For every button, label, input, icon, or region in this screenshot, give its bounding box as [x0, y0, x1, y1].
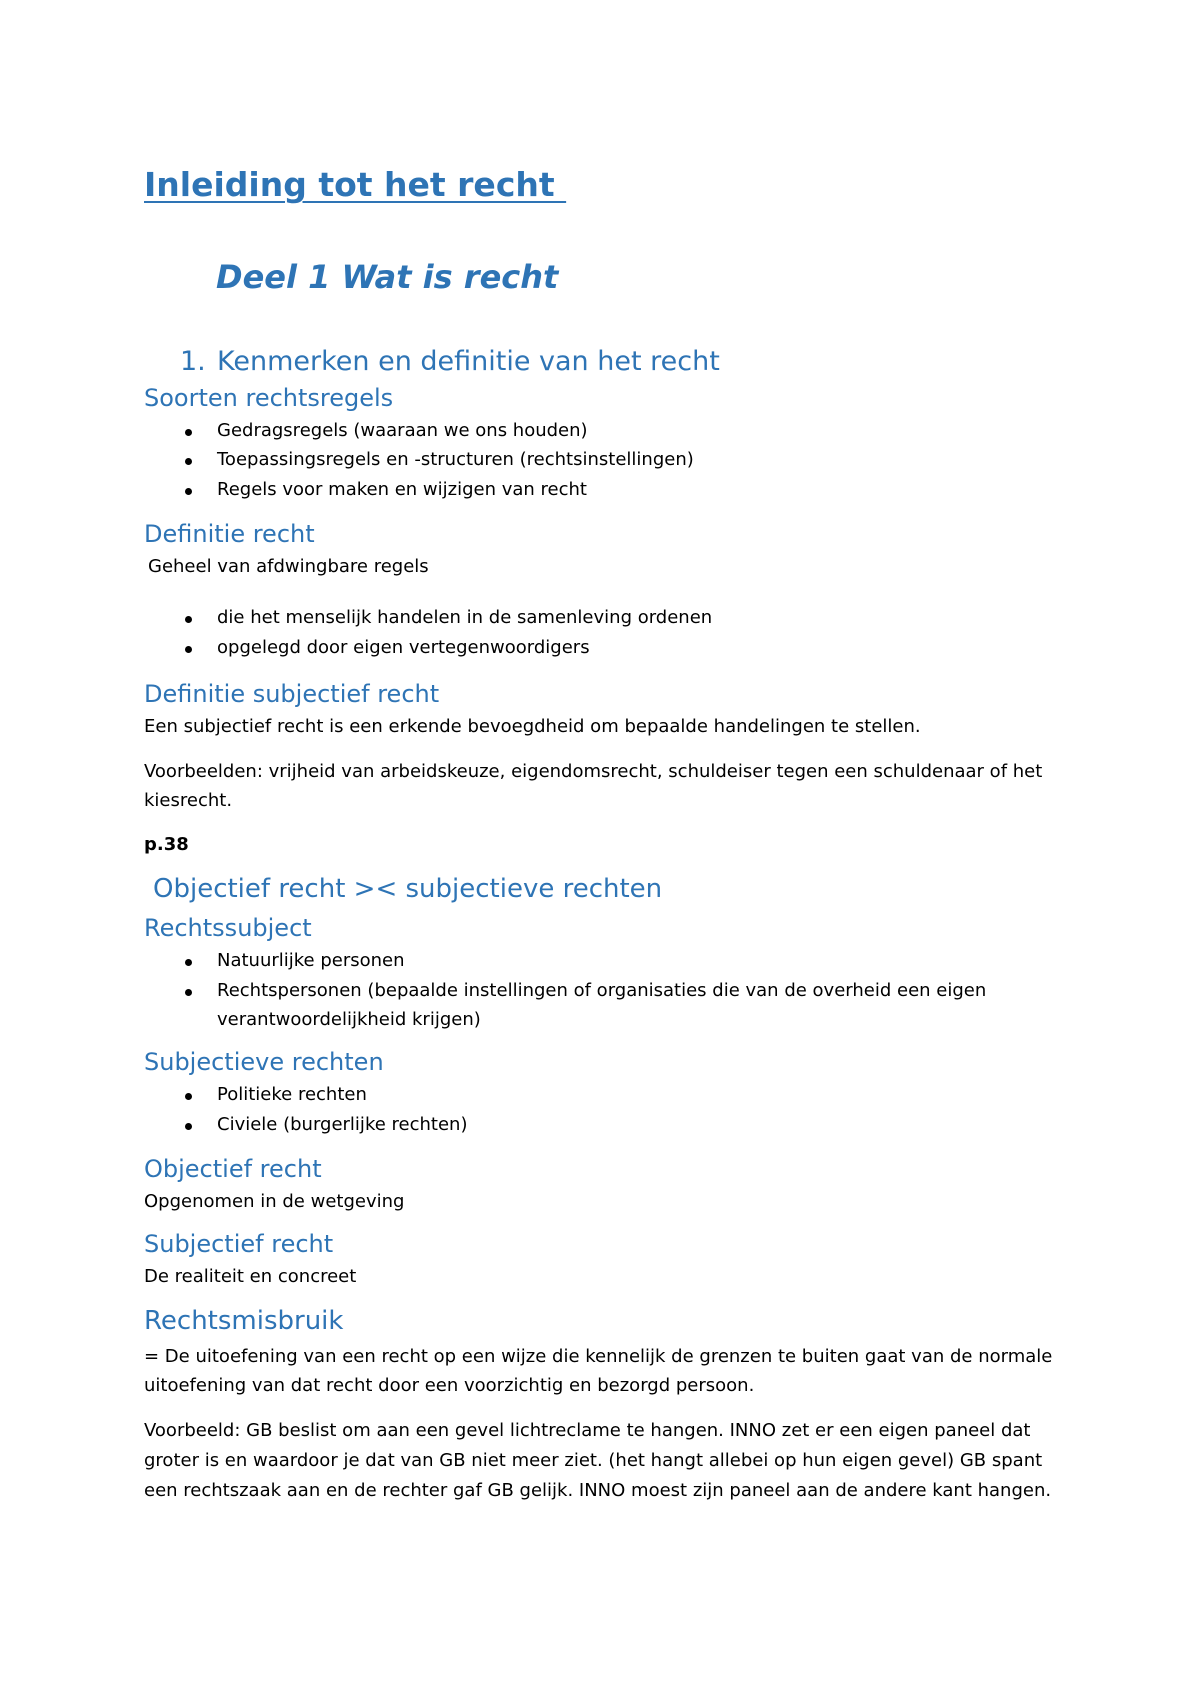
- bullet-icon: [185, 429, 192, 436]
- bullet-icon: [185, 616, 192, 623]
- paragraph-line: Voorbeeld: GB beslist om aan een gevel lichtreclame te hangen. INNO zet er een eigen paneel dat: [144, 1420, 1031, 1441]
- section-number: 1.: [180, 346, 206, 377]
- bullet-icon: [185, 1093, 192, 1100]
- list-item: Rechtspersonen (bepaalde instellingen of organisaties die van de overheid een eigen: [217, 980, 987, 1001]
- heading-definitie-subjectief-recht: Definitie subjectief recht: [144, 680, 440, 708]
- list-item-continuation: verantwoordelijkheid krijgen): [217, 1009, 481, 1030]
- bullet-icon: [185, 1123, 192, 1130]
- heading-definitie-recht: Definitie recht: [144, 520, 315, 548]
- paragraph: Opgenomen in de wetgeving: [144, 1191, 405, 1212]
- definition-text: Geheel van afdwingbare regels: [148, 556, 429, 577]
- document-title: Inleiding tot het recht: [144, 165, 567, 204]
- paragraph-line: = De uitoefening van een recht op een wijze die kennelijk de grenzen te buiten gaat van de normale: [144, 1346, 1053, 1367]
- heading-objectief-vs-subjectief: Objectief recht >< subjectieve rechten: [153, 874, 663, 904]
- bullet-icon: [185, 989, 192, 996]
- heading-rechtsmisbruik: Rechtsmisbruik: [144, 1306, 344, 1336]
- bullet-icon: [185, 646, 192, 653]
- heading-soorten-rechtsregels: Soorten rechtsregels: [144, 384, 394, 412]
- bullet-icon: [185, 959, 192, 966]
- heading-subjectieve-rechten: Subjectieve rechten: [144, 1048, 384, 1076]
- heading-subjectief-recht: Subjectief recht: [144, 1230, 334, 1258]
- list-item: Toepassingsregels en -structuren (rechtsinstellingen): [217, 449, 694, 470]
- list-item: die het menselijk handelen in de samenleving ordenen: [217, 607, 713, 628]
- bullet-icon: [185, 488, 192, 495]
- paragraph-line: groter is en waardoor je dat van GB niet meer ziet. (het hangt allebei op hun eigen gevel) GB spant: [144, 1450, 1043, 1471]
- page-reference: p.38: [144, 834, 189, 855]
- heading-objectief-recht: Objectief recht: [144, 1155, 322, 1183]
- paragraph-line: een rechtszaak aan en de rechter gaf GB gelijk. INNO moest zijn paneel aan de andere kant hangen.: [144, 1480, 1052, 1501]
- paragraph: Een subjectief recht is een erkende bevoegdheid om bepaalde handelingen te stellen.: [144, 716, 921, 737]
- list-item: Civiele (burgerlijke rechten): [217, 1114, 468, 1135]
- list-item: Regels voor maken en wijzigen van recht: [217, 479, 587, 500]
- paragraph: De realiteit en concreet: [144, 1266, 357, 1287]
- heading-rechtssubject: Rechtssubject: [144, 914, 312, 942]
- list-item: opgelegd door eigen vertegenwoordigers: [217, 637, 590, 658]
- section-heading-1: [180, 346, 720, 377]
- bullet-icon: [185, 458, 192, 465]
- list-item: Natuurlijke personen: [217, 950, 405, 971]
- list-item: Gedragsregels (waaraan we ons houden): [217, 420, 588, 441]
- paragraph-line: Voorbeelden: vrijheid van arbeidskeuze, eigendomsrecht, schuldeiser tegen een schuldenaar of het: [144, 761, 1043, 782]
- paragraph-line: uitoefening van dat recht door een voorzichtig en bezorgd persoon.: [144, 1375, 755, 1396]
- paragraph-line: kiesrecht.: [144, 790, 233, 811]
- list-item: Politieke rechten: [217, 1084, 367, 1105]
- section-title: Kenmerken en definitie van het recht: [217, 346, 720, 377]
- part-heading: Deel 1 Wat is recht: [216, 258, 559, 296]
